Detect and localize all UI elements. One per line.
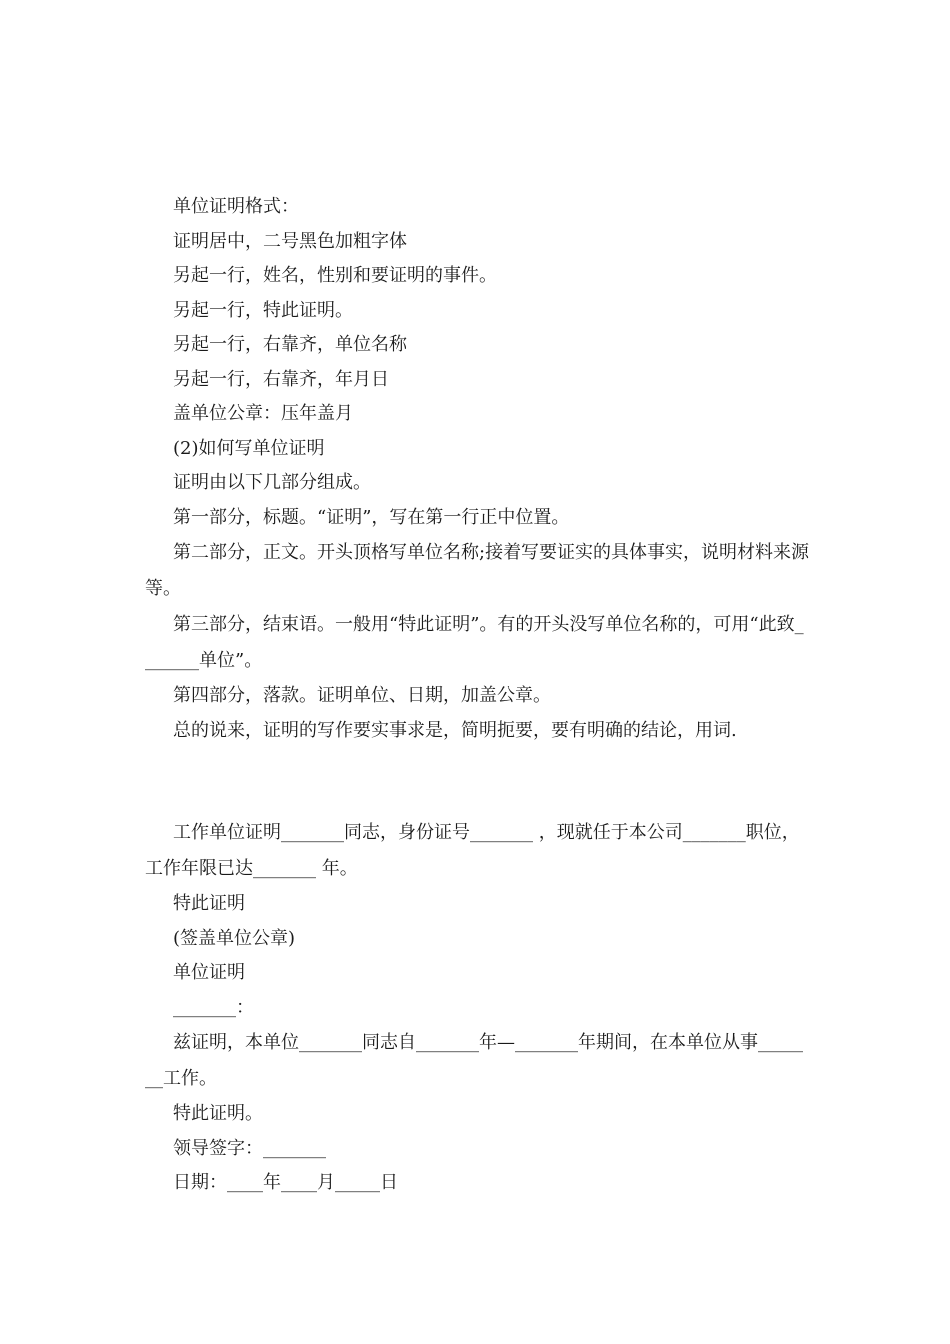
guide-line-seal: 盖单位公章：压年盖月	[173, 403, 353, 424]
guide-part-two: 第二部分，正文。开头顶格写单位名称;接着写要证实的具体事实，说明材料来源等。	[145, 542, 810, 599]
recipient-blank: _______：	[173, 996, 254, 1018]
certify-closing-2: 特此证明。	[173, 1103, 263, 1124]
certificate-template-section	[145, 815, 810, 1201]
work-certificate-body: 工作单位证明_______同志，身份证号_______ ，现就任于本公司_______职位，工作年限已达_______ 年。	[145, 822, 800, 879]
guide-part-one: 第一部分，标题。“证明”，写在第一行正中位置。	[173, 506, 570, 528]
certify-closing: 特此证明	[173, 893, 245, 914]
guide-subheading: (2)如何写单位证明	[173, 437, 325, 459]
guide-parts-intro: 证明由以下几部分组成。	[173, 472, 371, 493]
guide-line-certify: 另起一行，特此证明。	[173, 299, 353, 321]
leader-signature-line: 领导签字：_______	[173, 1137, 326, 1159]
guide-line-title: 证明居中，二号黑色加粗字体	[173, 230, 407, 252]
unit-certificate-title: 单位证明	[173, 962, 245, 983]
format-guide-section	[145, 190, 810, 748]
guide-heading: 单位证明格式：	[173, 196, 299, 217]
guide-summary: 总的说来，证明的写作要实事求是，简明扼要，要有明确的结论，用词.	[173, 719, 737, 741]
seal-note: (签盖单位公章)	[173, 927, 296, 949]
guide-line-date: 另起一行，右靠齐，年月日	[173, 368, 389, 390]
guide-part-four: 第四部分，落款。证明单位、日期，加盖公章。	[173, 685, 551, 706]
guide-part-three: 第三部分，结束语。一般用“特此证明”。有的开头没写单位名称的，可用“此致_______单位”。	[145, 614, 804, 671]
guide-line-unit-name: 另起一行，右靠齐，单位名称	[173, 334, 407, 355]
guide-line-name: 另起一行，姓名，性别和要证明的事件。	[173, 265, 497, 286]
unit-certificate-body: 兹证明，本单位_______同志自_______年—_______年期间，在本单位从事_______工作。	[145, 1032, 803, 1089]
date-line: 日期：____年____月_____日	[173, 1172, 398, 1193]
